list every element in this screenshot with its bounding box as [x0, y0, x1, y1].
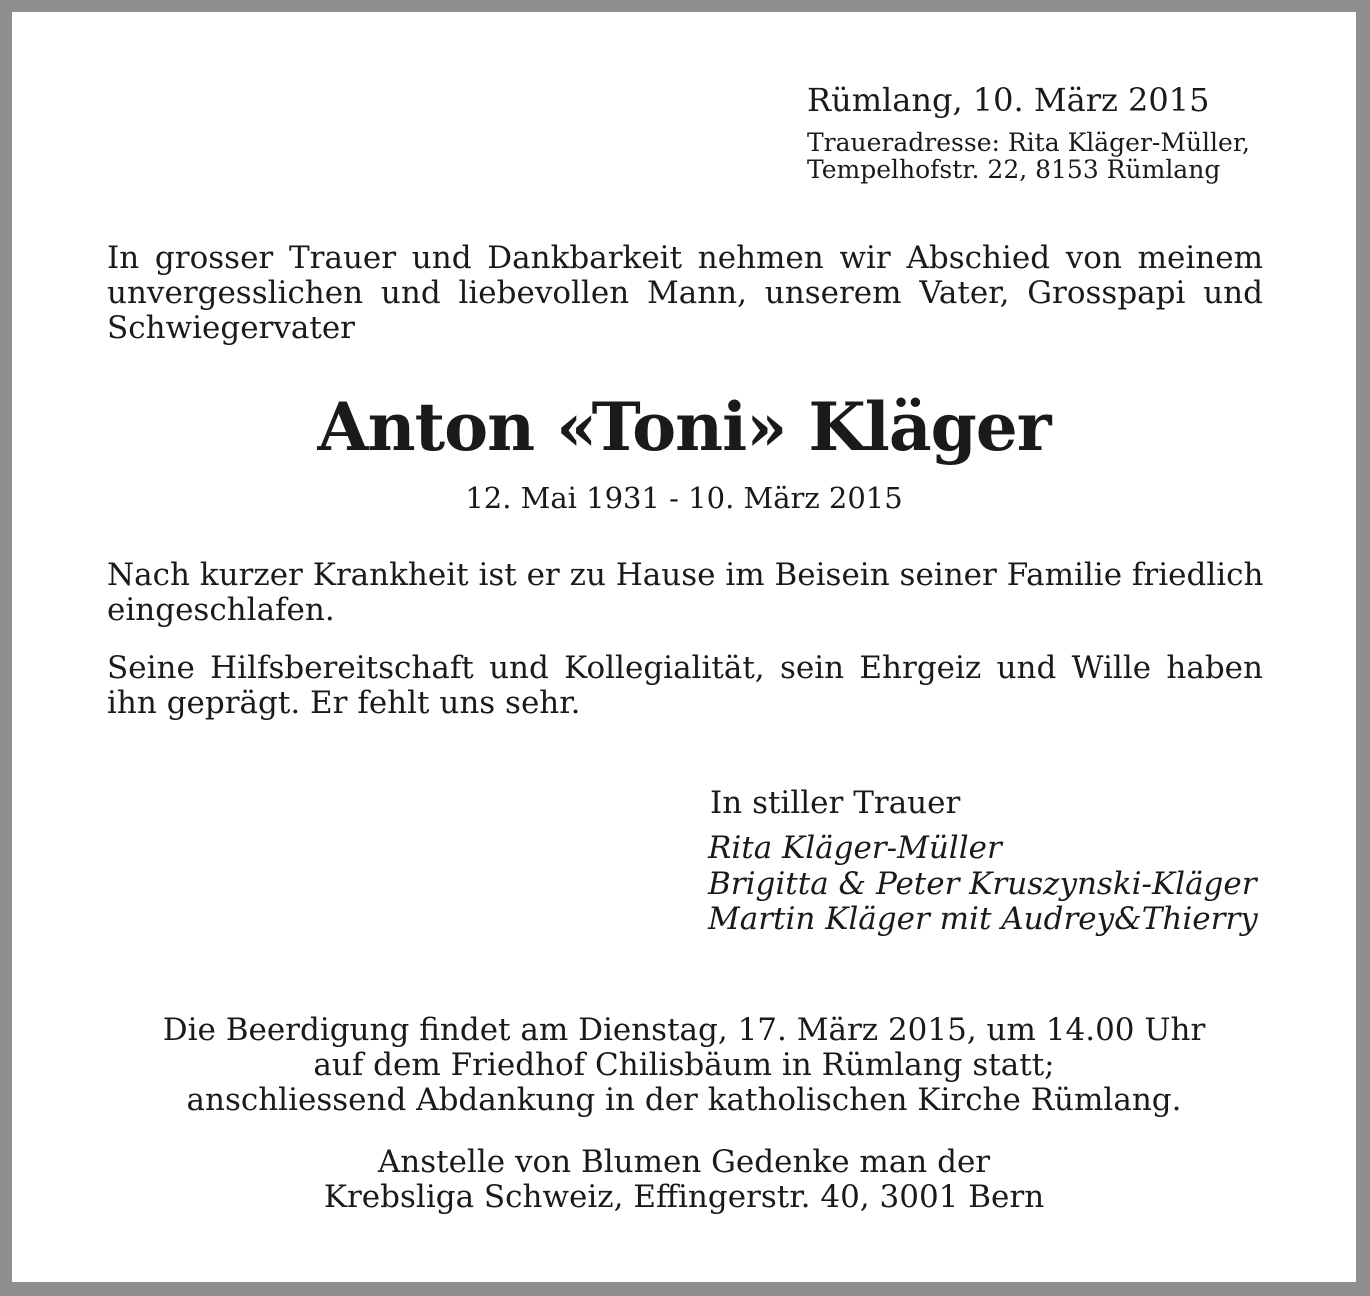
mourners-title: In stiller Trauer	[710, 785, 961, 821]
mourner-name: Martin Kläger mit Audrey&Thierry	[708, 901, 1258, 937]
paragraph2-line-2: ihn geprägt. Er fehlt uns sehr.	[107, 685, 581, 721]
funeral-line-1: Die Beerdigung findet am Dienstag, 17. März 2015, um 14.00 Uhr	[162, 1012, 1206, 1048]
paragraph1-line-1: Nach kurzer Krankheit ist er zu Hause im Beisein seiner Familie friedlich	[107, 557, 1264, 593]
mourning-address-line-1: Traueradresse: Rita Kläger-Müller,	[807, 128, 1250, 157]
mourner-name: Brigitta & Peter Kruszynski-Kläger	[708, 866, 1257, 902]
funeral-line-3: anschliessend Abdankung in der katholischen Kirche Rümlang.	[186, 1082, 1182, 1118]
intro-line-3: Schwiegervater	[107, 310, 355, 346]
intro-line-1: In grosser Trauer und Dankbarkeit nehmen wir Abschied von meinem	[107, 240, 1263, 276]
deceased-name: Anton «Toni» Kläger	[317, 388, 1051, 466]
obituary-notice	[12, 12, 1356, 1282]
header-date: Rümlang, 10. März 2015	[807, 81, 1210, 119]
paragraph1-line-2: eingeschlafen.	[107, 592, 335, 628]
life-dates: 12. Mai 1931 - 10. März 2015	[465, 481, 903, 515]
paragraph2-line-1: Seine Hilfsbereitschaft und Kollegialität, sein Ehrgeiz und Wille haben	[107, 650, 1263, 686]
intro-line-2: unvergesslichen und liebevollen Mann, unserem Vater, Grosspapi und	[107, 275, 1263, 311]
funeral-line-2: auf dem Friedhof Chilisbäum in Rümlang statt;	[313, 1047, 1055, 1083]
donation-line-2: Krebsliga Schweiz, Effingerstr. 40, 3001 Bern	[323, 1179, 1045, 1215]
mourning-address-line-2: Tempelhofstr. 22, 8153 Rümlang	[807, 155, 1221, 184]
mourner-name: Rita Kläger-Müller	[708, 830, 1002, 866]
donation-line-1: Anstelle von Blumen Gedenke man der	[377, 1144, 991, 1180]
